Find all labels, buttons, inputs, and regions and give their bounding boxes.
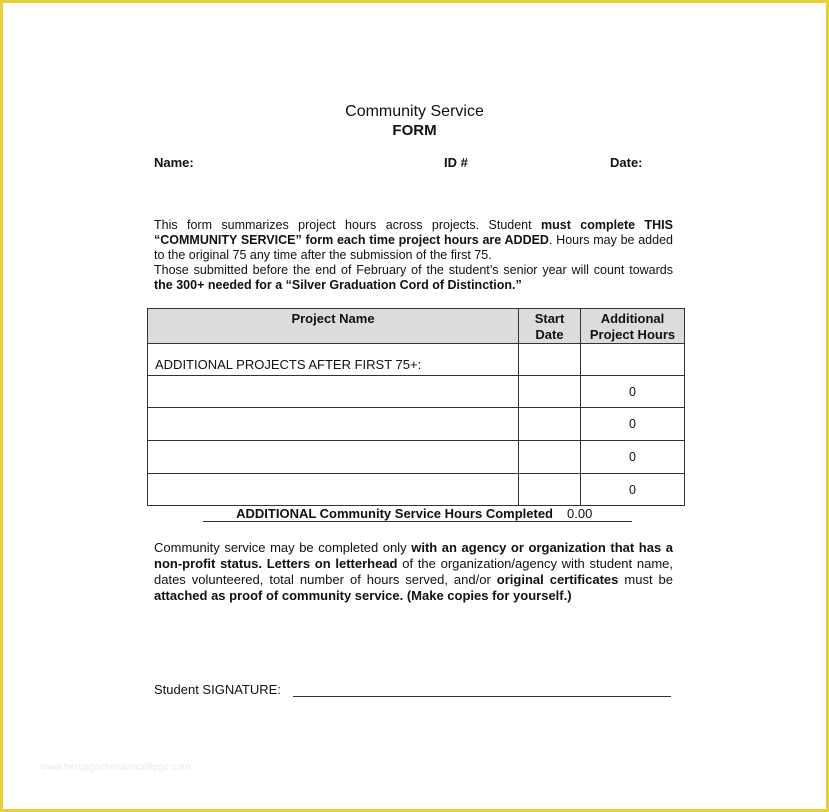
start-date-cell[interactable] xyxy=(519,474,581,506)
intro-text-5: the 300+ needed for a “Silver Graduation Cord of Distinction.” xyxy=(154,278,522,292)
hours-cell[interactable]: 0 xyxy=(581,376,685,408)
requirements-paragraph xyxy=(154,540,673,604)
start-date-cell[interactable] xyxy=(519,376,581,408)
project-name-cell[interactable] xyxy=(148,441,519,474)
intro-text-2: must complete THIS “COMMUNITY SERVICE” form each time project hours are ADDED xyxy=(154,218,673,247)
req-text-2: with an agency or organization that has a non-profit status. Letters on letterhead xyxy=(154,540,673,571)
req-text-1: Community service may be completed only xyxy=(154,540,412,555)
col-header-start-date: Start Date xyxy=(519,309,581,344)
intro-text-4: Those submitted before the end of February of the student’s senior year will count towards xyxy=(154,263,673,277)
projects-table xyxy=(147,308,685,506)
note-start-cell[interactable] xyxy=(519,344,581,376)
hours-cell[interactable]: 0 xyxy=(581,474,685,506)
table-row xyxy=(148,441,685,474)
name-label: Name: xyxy=(154,155,194,170)
table-header-row xyxy=(148,309,685,344)
note-hours-cell[interactable] xyxy=(581,344,685,376)
project-name-cell[interactable] xyxy=(148,376,519,408)
form-subtitle: FORM xyxy=(392,122,437,139)
table-row xyxy=(148,376,685,408)
signature-label: Student SIGNATURE: xyxy=(154,682,281,697)
intro-text-3: . Hours may be added to the original 75 any time after the submission of the first 75. xyxy=(154,233,673,262)
signature-line[interactable] xyxy=(293,696,671,697)
intro-paragraph xyxy=(154,218,673,293)
req-text-3: of the organization/agency with student name, dates volunteered, total number of hours served, and/or xyxy=(154,556,673,587)
date-label: Date: xyxy=(610,155,643,170)
id-label: ID # xyxy=(444,155,468,170)
table-row xyxy=(148,408,685,441)
additional-projects-note: ADDITIONAL PROJECTS AFTER FIRST 75+: xyxy=(148,344,519,376)
hours-cell[interactable]: 0 xyxy=(581,441,685,474)
req-text-5: must be xyxy=(618,572,674,587)
total-hours-label: ADDITIONAL Community Service Hours Completed xyxy=(203,506,555,522)
project-name-cell[interactable] xyxy=(148,408,519,441)
start-date-cell[interactable] xyxy=(519,441,581,474)
col-header-project-name: Project Name xyxy=(148,309,519,344)
watermark-text: www.heritagechristiancollege.com xyxy=(40,762,191,773)
start-date-cell[interactable] xyxy=(519,408,581,441)
table-row xyxy=(148,474,685,506)
total-hours-value[interactable]: 0.00 xyxy=(555,506,632,522)
intro-text-1: This form summarizes project hours across projects. Student xyxy=(154,218,541,232)
hours-cell[interactable]: 0 xyxy=(581,408,685,441)
col-header-additional-hours: Additional Project Hours xyxy=(581,309,685,344)
req-text-4: original certificates xyxy=(496,572,619,587)
req-text-6: attached as proof of community service. (Make copies for yourself.) xyxy=(154,588,572,603)
project-name-cell[interactable] xyxy=(148,474,519,506)
form-title: Community Service xyxy=(345,103,484,120)
table-note-row xyxy=(148,344,685,376)
